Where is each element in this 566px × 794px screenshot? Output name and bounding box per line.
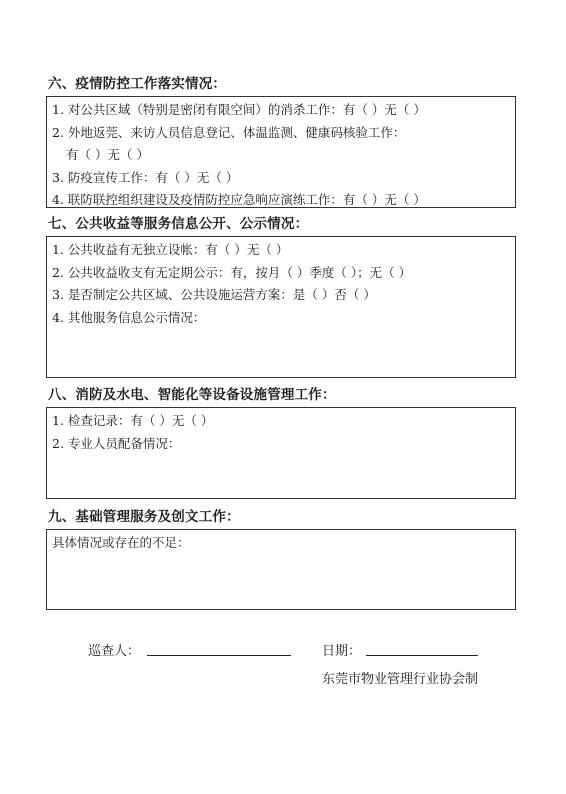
section8-box (46, 407, 516, 499)
signature-row (0, 640, 566, 662)
section7-item-2: 2. 公共收益收支有无定期公示：有，按月（ ）季度（ ）；无（ ） (52, 264, 412, 280)
inspector-signature-line[interactable] (147, 655, 291, 656)
inspector-label: 巡查人： (88, 644, 141, 659)
section8-item-1: 1. 检查记录：有（ ）无（ ） (52, 413, 214, 428)
date-signature-line[interactable] (366, 655, 478, 656)
section6-title: 六、疫情防控工作落实情况： (48, 76, 227, 92)
section6-item-2-options: 有（ ）无（ ） (66, 147, 149, 162)
section9-box (46, 529, 516, 610)
section6-item-1: 1. 对公共区域（特别是密闭有限空间）的消杀工作：有（ ）无（ ） (52, 102, 426, 117)
section6-item-2: 2. 外地返莞、来访人员信息登记、体温监测、健康码核验工作： (52, 124, 406, 140)
section7-item-3: 3. 是否制定公共区域、公共设施运营方案：是（ ）否（ ） (52, 287, 376, 302)
section8-item-2: 2. 专业人员配备情况： (52, 435, 181, 451)
section7-item-1: 1. 公共收益有无独立设帐：有（ ）无（ ） (52, 242, 289, 257)
section6-item-4: 4. 联防联控组织建设及疫情防控应急响应演练工作：有（ ）无（ ） (52, 192, 426, 207)
footer-issuer: 东莞市物业管理行业协会制 (321, 672, 478, 687)
section7-box (46, 236, 516, 378)
section8-title: 八、消防及水电、智能化等设备设施管理工作： (48, 387, 336, 403)
section7-item-4: 4. 其他服务信息公示情况： (52, 309, 206, 325)
date-label: 日期： (322, 644, 362, 659)
section6-box (46, 96, 516, 208)
section9-title: 九、基础管理服务及创文工作： (48, 509, 240, 525)
section9-item-1: 具体情况或存在的不足： (52, 535, 190, 550)
section7-title: 七、公共收益等服务信息公开、公示情况： (48, 216, 309, 232)
section6-item-3: 3. 防疫宣传工作：有（ ）无（ ） (52, 169, 239, 185)
